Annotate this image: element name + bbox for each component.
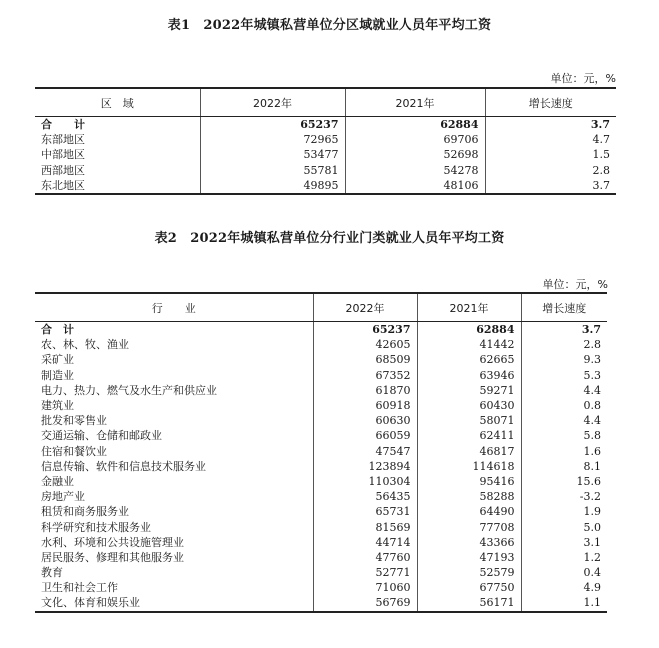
growth-rate: 1.9 (521, 504, 607, 519)
table-row (35, 474, 607, 489)
table2-industry-wages (35, 292, 607, 613)
table-row (35, 337, 607, 352)
value-2022: 49895 (200, 178, 345, 194)
growth-rate: 3.7 (485, 178, 616, 194)
growth-rate: -3.2 (521, 489, 607, 504)
growth-rate: 4.9 (521, 580, 607, 595)
row-label: 卫生和社会工作 (41, 581, 118, 595)
value-2021: 67750 (417, 580, 521, 595)
value-2021: 63946 (417, 368, 521, 383)
value-2022: 65731 (313, 504, 417, 519)
value-2021: 95416 (417, 474, 521, 489)
table2-header-growth: 增长速度 (521, 293, 607, 322)
growth-rate: 5.8 (521, 428, 607, 443)
value-2022: 56435 (313, 489, 417, 504)
value-2022: 72965 (200, 132, 345, 147)
table2-header-industry: 行 业 (35, 293, 313, 322)
table-row (35, 489, 607, 504)
growth-rate: 4.4 (521, 383, 607, 398)
row-label: 电力、热力、燃气及水生产和供应业 (41, 383, 217, 397)
value-2022: 47760 (313, 550, 417, 565)
table1-header-row (35, 88, 616, 117)
growth-rate: 15.6 (521, 474, 607, 489)
value-2021: 62884 (345, 117, 485, 133)
row-label: 制造业 (41, 368, 74, 382)
table2-unit: 单位：元，% (542, 278, 608, 291)
value-2022: 55781 (200, 163, 345, 178)
value-2021: 43366 (417, 535, 521, 550)
growth-rate: 5.0 (521, 519, 607, 534)
table-row (35, 147, 616, 162)
table-row (35, 428, 607, 443)
value-2022: 61870 (313, 383, 417, 398)
value-2022: 123894 (313, 459, 417, 474)
table2-header-2022: 2022年 (313, 293, 417, 322)
table1-header-2021: 2021年 (345, 88, 485, 117)
value-2021: 114618 (417, 459, 521, 474)
value-2022: 42605 (313, 337, 417, 352)
value-2022: 65237 (313, 322, 417, 338)
value-2021: 60430 (417, 398, 521, 413)
row-label: 东部地区 (41, 133, 85, 147)
table1-header-region: 区 域 (35, 88, 200, 117)
growth-rate: 2.8 (485, 163, 616, 178)
row-label: 农、林、牧、渔业 (41, 338, 129, 352)
row-label: 批发和零售业 (41, 414, 107, 428)
table-row (35, 352, 607, 367)
growth-rate: 0.4 (521, 565, 607, 580)
table-row (35, 178, 616, 194)
row-label: 采矿业 (41, 353, 74, 367)
value-2022: 81569 (313, 519, 417, 534)
row-label: 金融业 (41, 474, 74, 488)
value-2022: 52771 (313, 565, 417, 580)
table-row (35, 163, 616, 178)
row-label: 房地产业 (41, 490, 85, 504)
row-label: 科学研究和技术服务业 (41, 520, 151, 534)
value-2021: 56171 (417, 595, 521, 611)
value-2021: 58071 (417, 413, 521, 428)
table-row (35, 595, 607, 611)
value-2022: 71060 (313, 580, 417, 595)
growth-rate: 0.8 (521, 398, 607, 413)
value-2021: 52698 (345, 147, 485, 162)
growth-rate: 1.2 (521, 550, 607, 565)
growth-rate: 1.5 (485, 147, 616, 162)
value-2021: 64490 (417, 504, 521, 519)
value-2022: 56769 (313, 595, 417, 611)
value-2021: 77708 (417, 519, 521, 534)
value-2022: 53477 (200, 147, 345, 162)
growth-rate: 3.1 (521, 535, 607, 550)
row-label: 东北地区 (35, 178, 200, 194)
table1-total-row (35, 117, 616, 133)
row-label: 水利、环境和公共设施管理业 (41, 535, 184, 549)
table-row (35, 132, 616, 147)
row-label: 合 计 (41, 323, 74, 337)
row-label: 教育 (41, 566, 63, 580)
value-2021: 52579 (417, 565, 521, 580)
value-2021: 54278 (345, 163, 485, 178)
value-2022: 68509 (313, 352, 417, 367)
table1-regional-wages (35, 87, 616, 195)
row-label: 信息传输、软件和信息技术服务业 (41, 459, 206, 473)
row-label: 西部地区 (41, 163, 85, 177)
growth-rate: 4.7 (485, 132, 616, 147)
growth-rate: 3.7 (521, 322, 607, 338)
growth-rate: 5.3 (521, 368, 607, 383)
value-2022: 47547 (313, 444, 417, 459)
row-label: 交通运输、仓储和邮政业 (41, 429, 162, 443)
value-2021: 59271 (417, 383, 521, 398)
growth-rate: 3.7 (485, 117, 616, 133)
value-2021: 62665 (417, 352, 521, 367)
table1-header-2022: 2022年 (200, 88, 345, 117)
value-2021: 62884 (417, 322, 521, 338)
value-2022: 110304 (313, 474, 417, 489)
table-row (35, 383, 607, 398)
value-2022: 65237 (200, 117, 345, 133)
growth-rate: 8.1 (521, 459, 607, 474)
row-label: 合 计 (41, 118, 85, 132)
value-2021: 41442 (417, 337, 521, 352)
table1-header-growth: 增长速度 (485, 88, 616, 117)
value-2022: 67352 (313, 368, 417, 383)
value-2022: 44714 (313, 535, 417, 550)
value-2021: 46817 (417, 444, 521, 459)
value-2022: 60918 (313, 398, 417, 413)
row-label: 建筑业 (41, 399, 74, 413)
table-row (35, 535, 607, 550)
growth-rate: 2.8 (521, 337, 607, 352)
table-row (35, 459, 607, 474)
growth-rate: 4.4 (521, 413, 607, 428)
row-label: 租赁和商务服务业 (41, 505, 129, 519)
table-row (35, 550, 607, 565)
value-2021: 47193 (417, 550, 521, 565)
table-row (35, 413, 607, 428)
row-label: 文化、体育和娱乐业 (35, 595, 313, 611)
row-label: 中部地区 (41, 148, 85, 162)
table-row (35, 504, 607, 519)
value-2022: 66059 (313, 428, 417, 443)
table-row (35, 444, 607, 459)
value-2022: 60630 (313, 413, 417, 428)
table-row (35, 398, 607, 413)
table2-header-2021: 2021年 (417, 293, 521, 322)
value-2021: 58288 (417, 489, 521, 504)
row-label: 住宿和餐饮业 (41, 444, 107, 458)
growth-rate: 1.6 (521, 444, 607, 459)
table2-title: 表2 2022年城镇私营单位分行业门类就业人员年平均工资 (154, 231, 505, 246)
table1-title: 表1 2022年城镇私营单位分区域就业人员年平均工资 (167, 18, 492, 33)
growth-rate: 9.3 (521, 352, 607, 367)
table1-unit: 单位：元，% (550, 72, 616, 85)
table-row (35, 519, 607, 534)
table-row (35, 565, 607, 580)
growth-rate: 1.1 (521, 595, 607, 611)
value-2021: 69706 (345, 132, 485, 147)
table2-total-row (35, 322, 607, 338)
table2-header-row (35, 293, 607, 322)
table-row (35, 368, 607, 383)
table-row (35, 580, 607, 595)
row-label: 居民服务、修理和其他服务业 (41, 550, 184, 564)
value-2021: 62411 (417, 428, 521, 443)
value-2021: 48106 (345, 178, 485, 194)
